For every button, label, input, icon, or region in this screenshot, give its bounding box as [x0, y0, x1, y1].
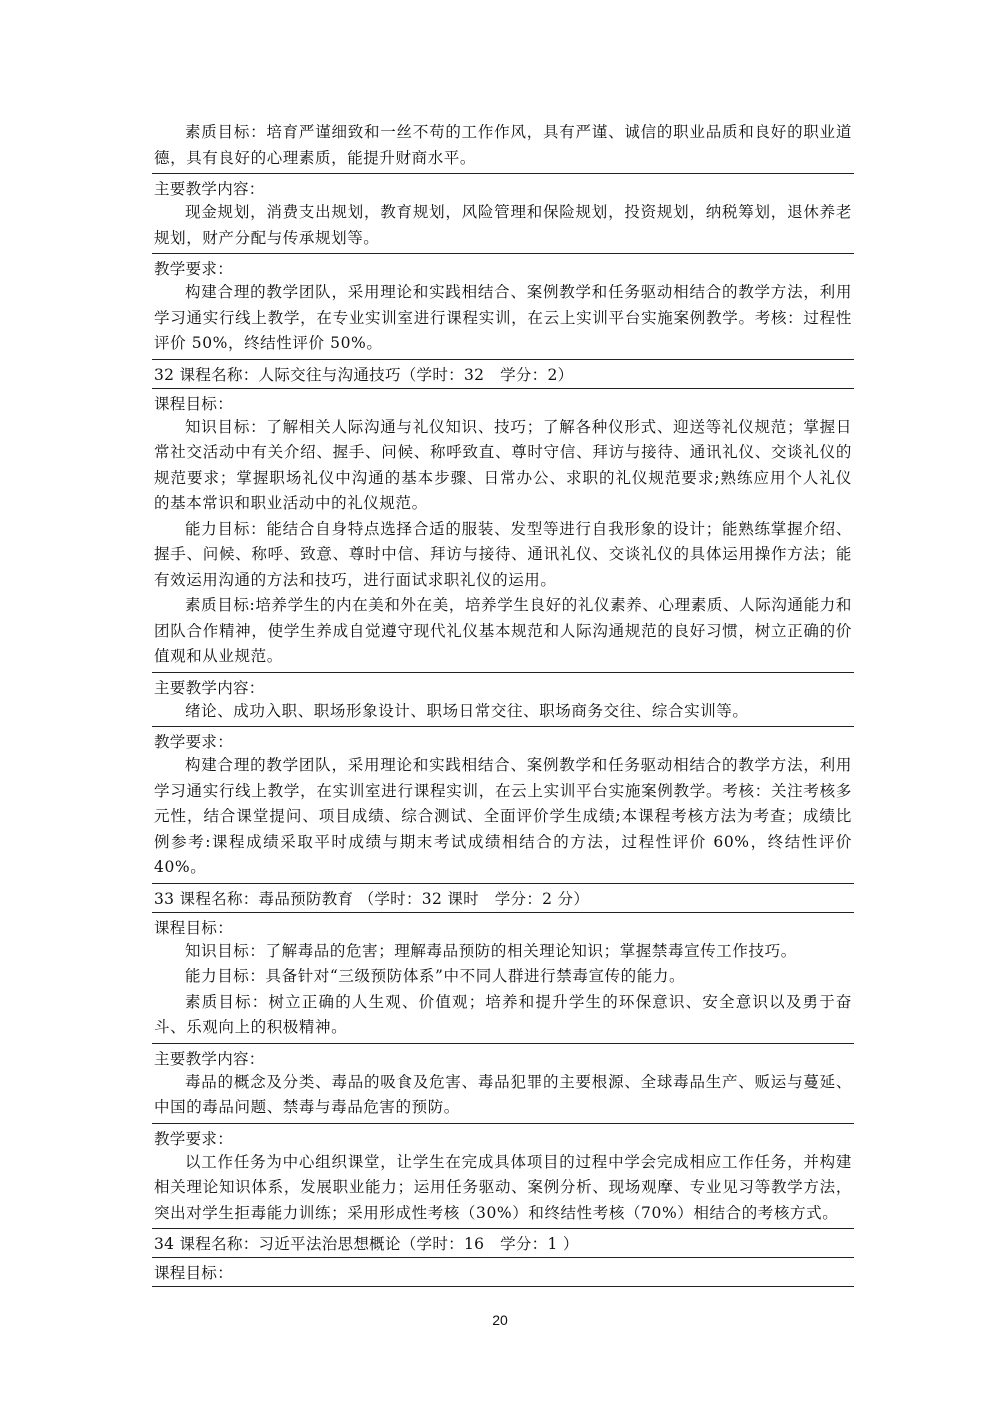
paragraph: 毒品的概念及分类、毒品的吸食及危害、毒品犯罪的主要根源、全球毒品生产、贩运与蔓延、中国的毒品问题、禁毒与毒品危害的预防。: [154, 1072, 852, 1116]
section-teaching-requirements: [152, 727, 854, 884]
paragraph: 现金规划，消费支出规划，教育规划，风险管理和保险规划，投资规划，纳税筹划，退休养老规划，财产分配与传承规划等。: [154, 203, 852, 247]
section-heading: 教学要求：: [154, 1129, 234, 1148]
document-body: [152, 116, 854, 1287]
section-heading: 课程目标：: [154, 394, 234, 413]
section-main-content: [152, 1044, 854, 1124]
section-heading: 课程目标：: [154, 1264, 234, 1282]
paragraph: 构建合理的教学团队，采用理论和实践相结合、案例教学和任务驱动相结合的教学方法，利用学习通实行线上教学，在实训室进行课程实训，在云上实训平台实施案例教学。考核：关注考核多元性，结合课堂提问、项目成绩、综合测试、全面评价学生成绩;本课程考核方法为考查；成绩比例参考:课程成绩采取平时成绩与期末考试成绩相结合的方法，过程性评价 60%，终结性评价 40%。: [154, 756, 852, 876]
paragraph: 以工作任务为中心组织课堂，让学生在完成具体项目的过程中学会完成相应工作任务，并构建相关理论知识体系，发展职业能力；运用任务驱动、案例分析、现场观摩、专业见习等教学方法，突出对学生拒毒能力训练；采用形成性考核（30%）和终结性考核（70%）相结合的考核方式。: [154, 1152, 852, 1222]
course-heading: 33 课程名称：毒品预防教育 （学时：32 课时 学分：2 分）: [154, 889, 590, 908]
section-heading: 主要教学内容：: [154, 1049, 265, 1068]
section-teaching-requirements: [152, 254, 854, 360]
section-heading: 课程目标：: [154, 918, 234, 937]
section-heading: 主要教学内容：: [154, 180, 265, 198]
paragraph: 构建合理的教学团队，采用理论和实践相结合、案例教学和任务驱动相结合的教学方法，利用学习通实行线上教学，在专业实训室进行课程实训，在云上实训平台实施案例教学。考核：过程性评价 50%，终结性评价 50%。: [154, 283, 852, 352]
section-heading: 教学要求：: [154, 733, 234, 751]
section-teaching-requirements: [152, 1124, 854, 1230]
paragraph: 绪论、成功入职、职场形象设计、职场日常交往、职场商务交往、综合实训等。: [185, 701, 749, 720]
section-main-content: [152, 673, 854, 728]
paragraph: 知识目标：了解相关人际沟通与礼仪知识、技巧；了解各种仪形式、迎送等礼仪规范；掌握日常社交活动中有关介绍、握手、问候、称呼致直、尊时守信、拜访与接待、通讯礼仪、交谈礼仪的规范要求；掌握职场礼仪中沟通的基本步骤、日常办公、求职的礼仪规范要求;熟练应用个人礼仪的基本常识和职业活动中的礼仪规范。: [154, 417, 852, 512]
section-course-goals: [152, 913, 854, 1044]
paragraph: 素质目标：树立正确的人生观、价值观；培养和提升学生的环保意识、安全意识以及勇于奋斗、乐观向上的积极精神。: [154, 992, 852, 1036]
page-number: 20: [492, 1312, 508, 1328]
course-title-34: [152, 1229, 854, 1258]
course-title-33: [152, 884, 854, 913]
paragraph: 能力目标：具备针对“三级预防体系”中不同人群进行禁毒宣传的能力。: [185, 967, 686, 985]
paragraph: 素质目标:培养学生的内在美和外在美，培养学生良好的礼仪素养、心理素质、人际沟通能力和团队合作精神，使学生养成自觉遵守现代礼仪基本规范和人际沟通规范的良好习惯，树立正确的价值观和从业规范。: [154, 596, 852, 665]
section-quality-goal: [152, 116, 854, 174]
course-heading: 34 课程名称：习近平法治思想概论（学时：16 学分：1 ）: [154, 1235, 579, 1253]
section-heading: 教学要求：: [154, 260, 234, 278]
paragraph: 知识目标：了解毒品的危害；理解毒品预防的相关理论知识；掌握禁毒宣传工作技巧。: [185, 941, 797, 960]
course-heading: 32 课程名称：人际交往与沟通技巧（学时：32 学分：2）: [154, 365, 574, 384]
section-course-goals: [152, 1258, 854, 1287]
section-main-content: [152, 174, 854, 254]
course-title-32: [152, 360, 854, 389]
paragraph: 素质目标：培育严谨细致和一丝不苟的工作作风，具有严谨、诚信的职业品质和良好的职业道德，具有良好的心理素质，能提升财商水平。: [154, 123, 852, 167]
paragraph: 能力目标：能结合自身特点选择合适的服装、发型等进行自我形象的设计；能熟练掌握介绍、握手、问候、称呼、致意、尊时中信、拜访与接待、通讯礼仪、交谈礼仪的具体运用操作方法；能有效运用沟通的方法和技巧，进行面试求职礼仪的运用。: [154, 519, 852, 589]
section-course-goals: [152, 389, 854, 673]
section-heading: 主要教学内容：: [154, 678, 265, 697]
